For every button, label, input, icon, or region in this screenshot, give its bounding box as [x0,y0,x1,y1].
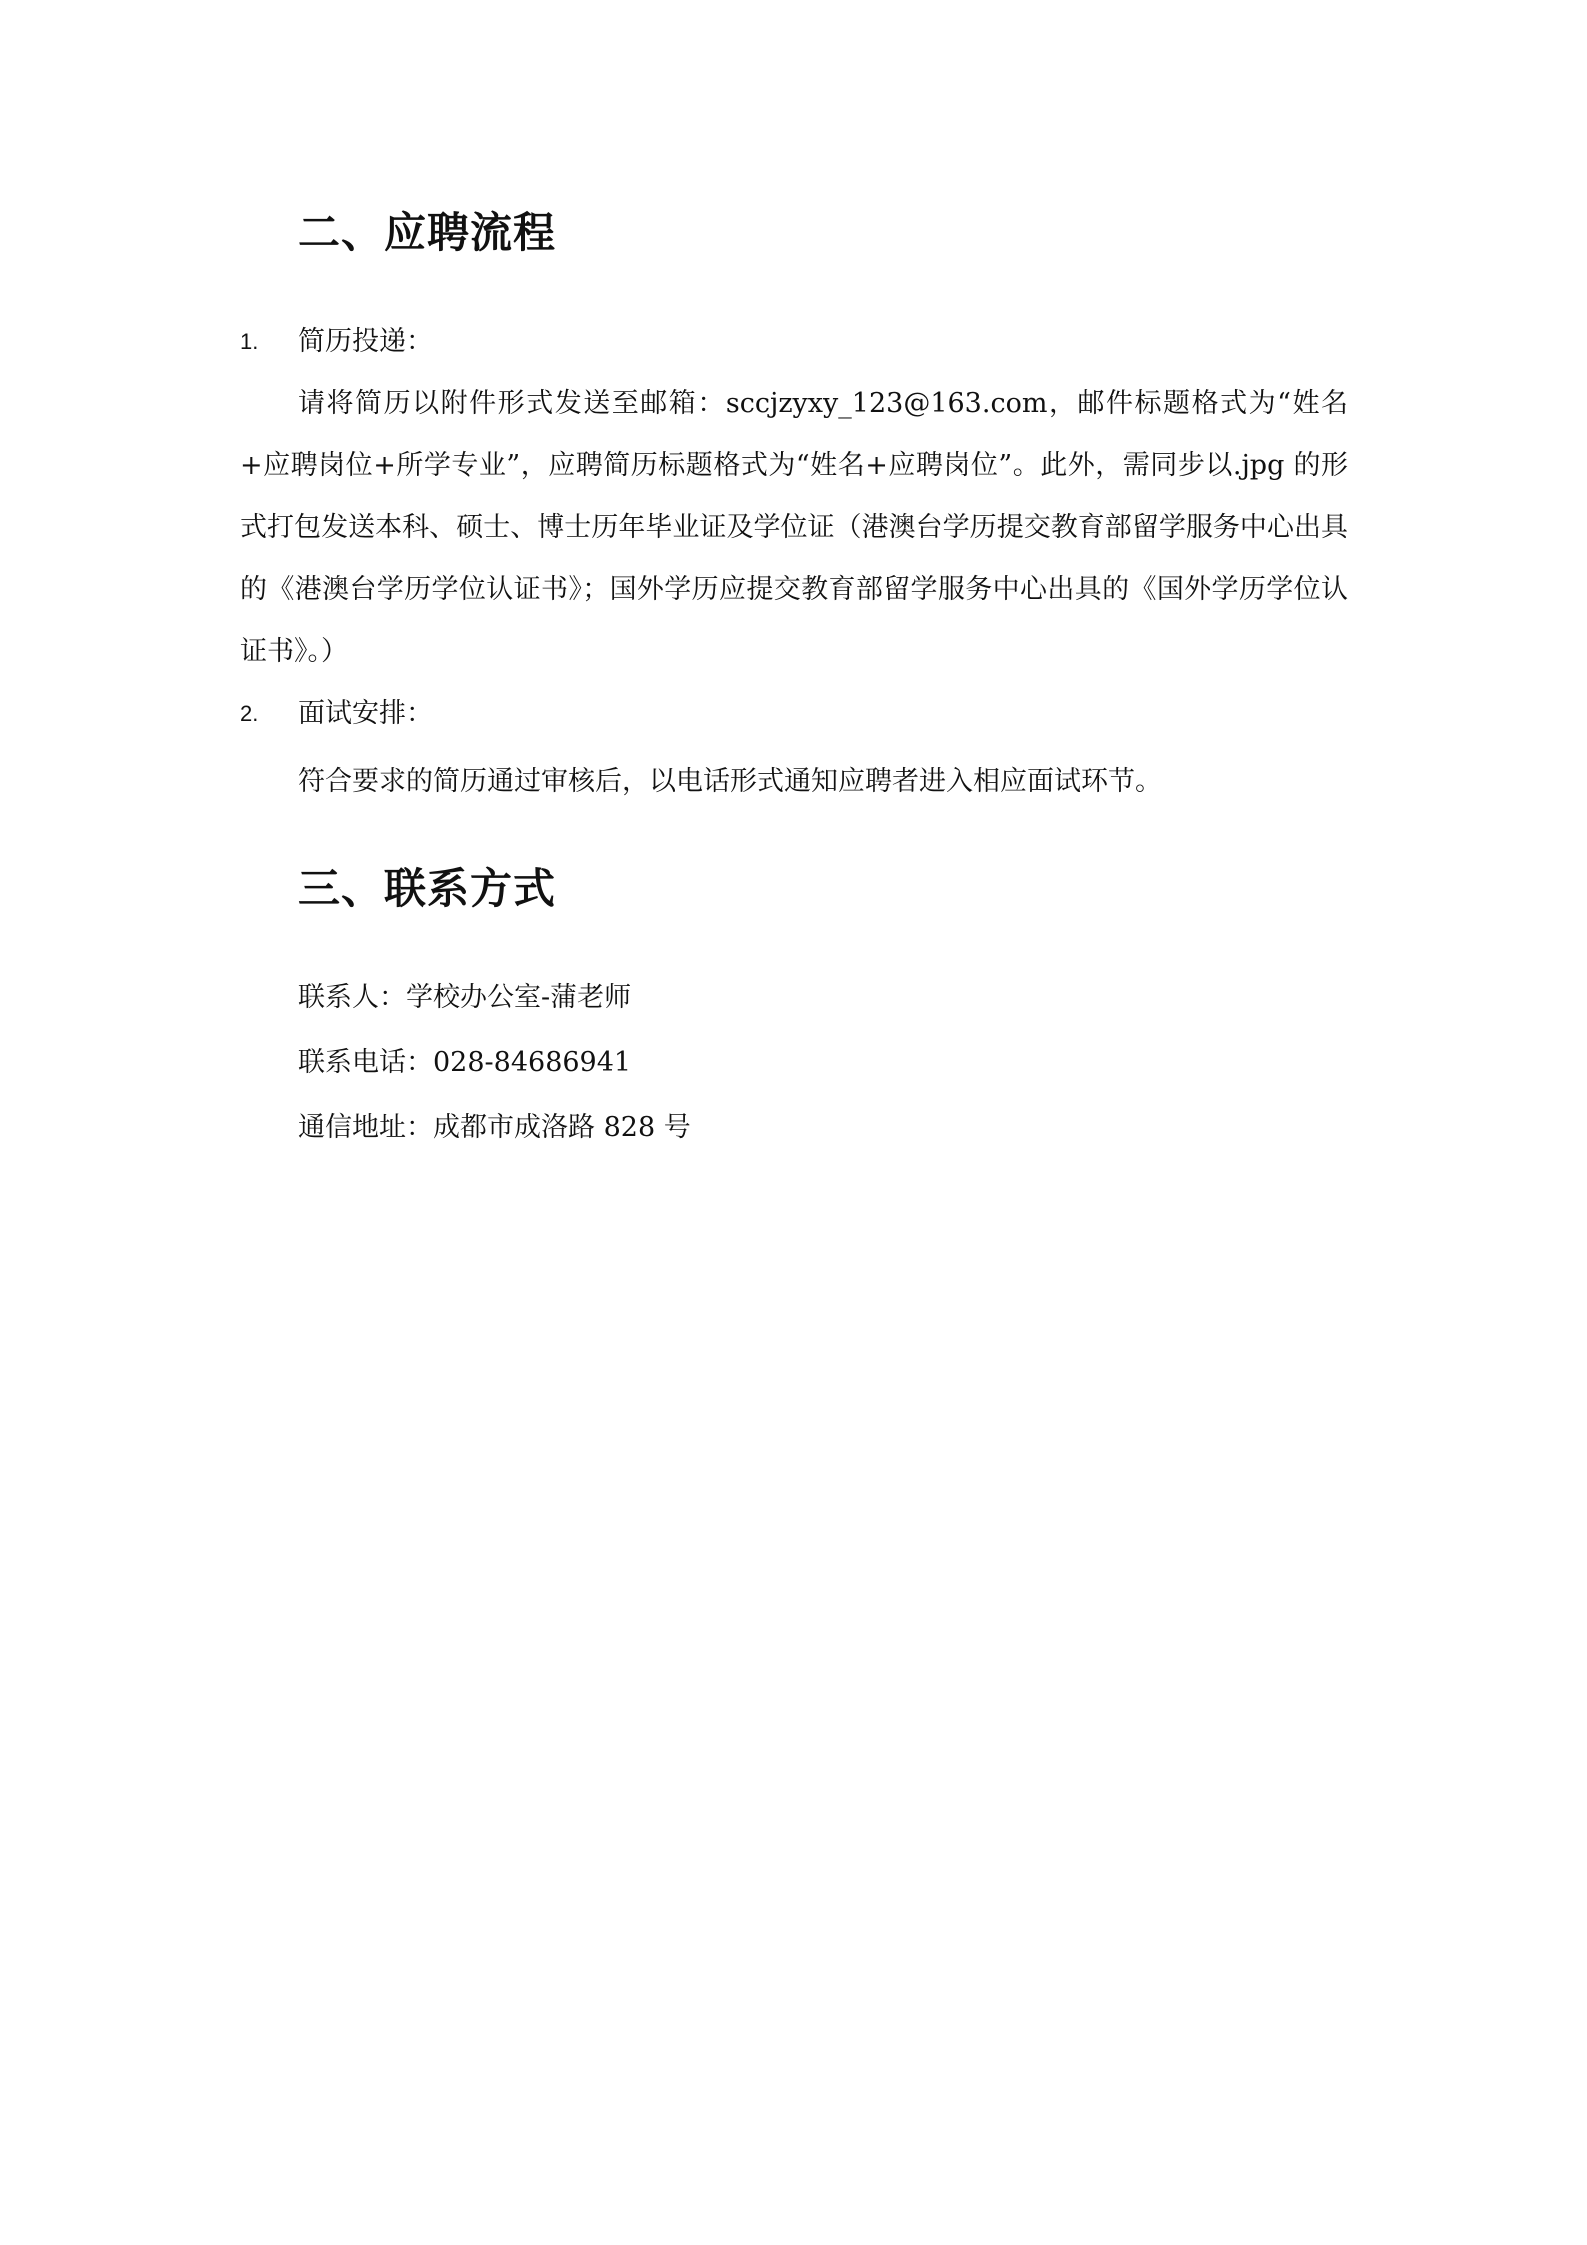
list-number-1: 1. [240,329,259,354]
contact-phone: 联系电话：028-84686941 [298,1047,632,1078]
paragraph-resume-instructions: 请将简历以附件形式发送至邮箱：sccjzyxy_123@163.com，邮件标题格式为“姓名+应聘岗位+所学专业”，应聘简历标题格式为“姓名+应聘岗位”。此外，需同步以.jpg 的形式打包发送本科、硕士、博士历年毕业证及学位证（港澳台学历提交教育部留学服务中心出具的《港澳台学历学位认证书》；国外学历应提交教育部留学服务中心出具的《国外学历学位认证书》。） [240,388,1348,667]
list-number-2: 2. [240,701,259,726]
contact-address: 通信地址：成都市成洛路 828 号 [298,1112,691,1143]
list-title-resume-submission: 简历投递： [298,326,433,357]
paragraph-interview-arrangement: 符合要求的简历通过审核后，以电话形式通知应聘者进入相应面试环节。 [298,766,1162,797]
section-heading-contact: 三、联系方式 [298,864,557,913]
list-title-interview: 面试安排： [298,698,433,729]
section-heading-process: 二、应聘流程 [298,208,557,257]
contact-person: 联系人：学校办公室-蒲老师 [298,982,632,1013]
